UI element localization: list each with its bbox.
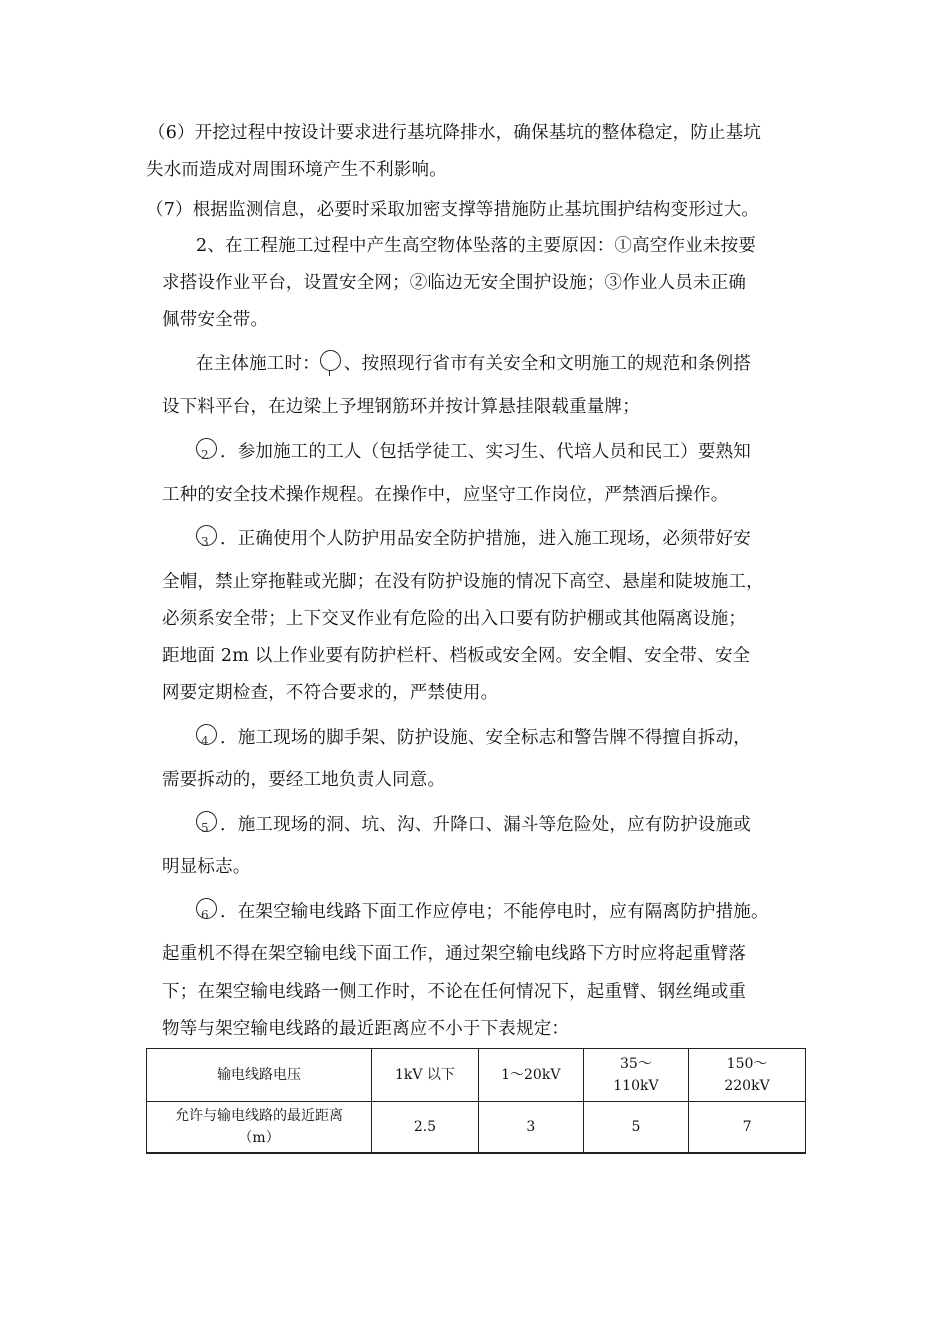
- measure-6-text: ．在架空输电线路下面工作应停电；不能停电时，应有隔离防护措施。: [220, 902, 769, 922]
- measure-2-line-2: 工种的安全技术操作规程。在操作中，应坚守工作岗位，严禁酒后操作。: [162, 485, 729, 505]
- measure-6-number: 6: [201, 908, 209, 922]
- value-150-220kv: 7: [689, 1102, 806, 1154]
- measure-6-line-2: 起重机不得在架空输电线下面工作，通过架空输电线路下方时应将起重臂落: [162, 944, 747, 964]
- measure-4-line-1: [196, 724, 751, 750]
- measure-4-text: ．施工现场的脚手架、防护设施、安全标志和警告牌不得擅自拆动，: [220, 728, 751, 748]
- header-voltage-label: 输电线路电压: [147, 1049, 372, 1102]
- measure-3-line-2: 全帽，禁止穿拖鞋或光脚；在没有防护设施的情况下高空、悬崖和陡坡施工，: [162, 572, 764, 592]
- measure-3-line-4: 距地面 2m 以上作业要有防护栏杆、档板或安全网。安全帽、安全带、安全: [162, 646, 751, 666]
- measure-5-text: ．施工现场的洞、坑、沟、升降口、漏斗等危险处，应有防护设施或: [220, 815, 751, 835]
- paragraph-6-line-1: （6）开挖过程中按设计要求进行基坑降排水，确保基坑的整体稳定，防止基坑: [148, 123, 762, 143]
- paragraph-7-line-1: （7）根据监测信息，必要时采取加密支撑等措施防止基坑围护结构变形过大。: [146, 200, 760, 220]
- measure-3-line-1: [196, 525, 751, 551]
- circled-number-4-icon: [196, 724, 218, 746]
- header-below-1kv: 1kV 以下: [372, 1049, 479, 1102]
- measure-6-line-1: [196, 898, 769, 924]
- measure-3-text: ．正确使用个人防护用品安全防护措施，进入施工现场，必须带好安: [220, 529, 751, 549]
- measure-4-number: 4: [201, 734, 209, 748]
- measure-6-line-4: 物等与架空输电线路的最近距离应不小于下表规定：: [162, 1019, 570, 1039]
- circled-number-3-icon: [196, 525, 218, 547]
- circled-number-5-icon: [196, 811, 218, 833]
- header-150-220kv: 150～ 220kV: [689, 1049, 806, 1102]
- measures-intro: 在主体施工时：: [196, 354, 320, 374]
- circled-number-2-icon: [196, 438, 218, 460]
- section-2-line-3: 佩带安全带。: [162, 310, 269, 330]
- value-35-110kv: 5: [583, 1102, 688, 1154]
- circled-number-1-icon: [320, 350, 342, 372]
- measure-3-number: 3: [201, 535, 209, 549]
- row-label-min-distance: 允许与输电线路的最近距离 （m）: [147, 1102, 372, 1154]
- header-1-20kv: 1～20kV: [478, 1049, 583, 1102]
- measure-1-line-1: [196, 350, 751, 376]
- measure-4-line-2: 需要拆动的，要经工地负责人同意。: [162, 770, 446, 790]
- measure-5-line-2: 明显标志。: [162, 857, 251, 877]
- measure-6-line-3: 下；在架空输电线路一侧工作时，不论在任何情况下，起重臂、钢丝绳或重: [162, 982, 747, 1002]
- section-2-line-1: 2、在工程施工过程中产生高空物体坠落的主要原因：①高空作业未按要: [196, 236, 757, 256]
- paragraph-6-line-2: 失水而造成对周围环境产生不利影响。: [146, 160, 447, 180]
- measure-3-line-5: 网要定期检查，不符合要求的，严禁使用。: [162, 683, 499, 703]
- measure-2-number: 2: [201, 448, 209, 462]
- table-row: [147, 1102, 806, 1154]
- value-below-1kv: 2.5: [372, 1102, 479, 1154]
- value-1-20kv: 3: [478, 1102, 583, 1154]
- measure-5-line-1: [196, 811, 751, 837]
- clearance-distance-table: [146, 1048, 806, 1154]
- table-header-row: [147, 1049, 806, 1102]
- measure-2-text: ．参加施工的工人（包括学徒工、实习生、代培人员和民工）要熟知: [220, 442, 751, 462]
- measure-3-line-3: 必须系安全带；上下交叉作业有危险的出入口要有防护棚或其他隔离设施；: [162, 609, 747, 629]
- measure-1-line-2: 设下料平台，在边梁上予埋钢筋环并按计算悬挂限载重量牌；: [162, 397, 640, 417]
- measure-2-line-1: [196, 438, 751, 464]
- circled-number-6-icon: [196, 898, 218, 920]
- section-2-line-2: 求搭设作业平台，设置安全网；②临边无安全围护设施；③作业人员未正确: [162, 273, 747, 293]
- measure-5-number: 5: [201, 821, 209, 835]
- measure-1-text: 、按照现行省市有关安全和文明施工的规范和条例搭: [343, 354, 752, 374]
- header-35-110kv: 35～ 110kV: [583, 1049, 688, 1102]
